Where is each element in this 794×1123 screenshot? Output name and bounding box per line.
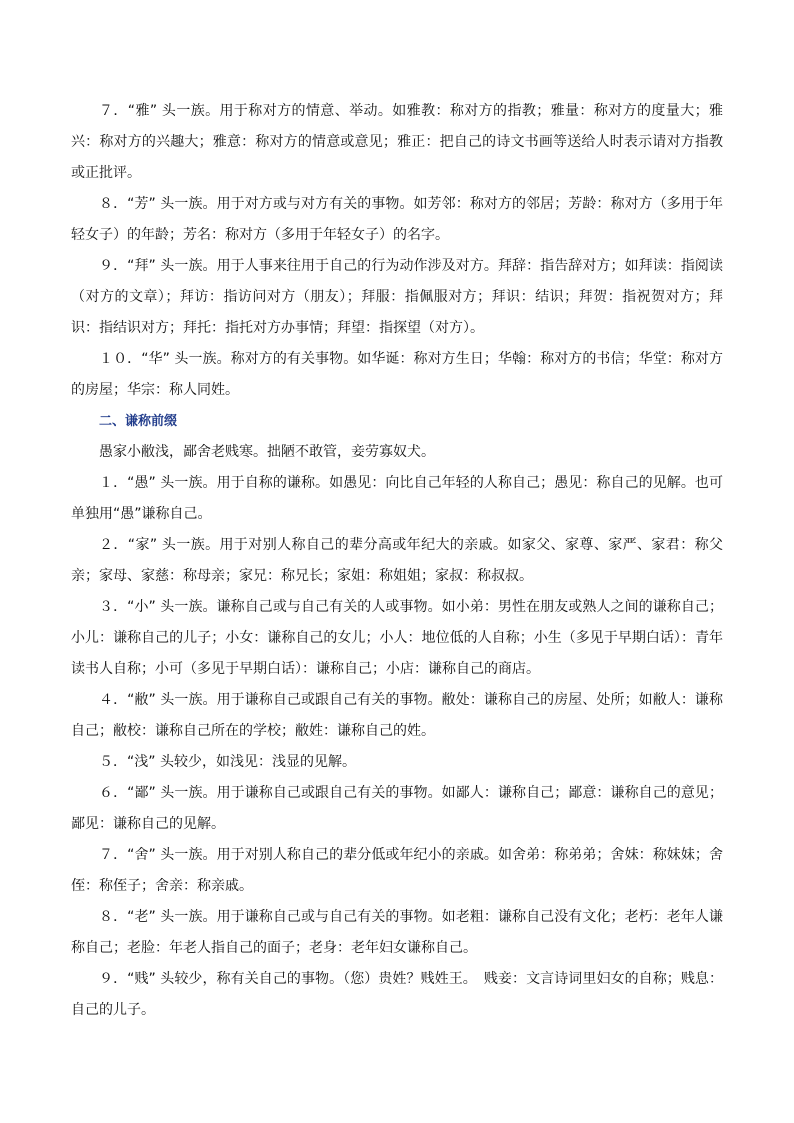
paragraph-qian: ５．“浅” 头较少，如浅见：浅显的见解。 — [99, 754, 356, 770]
paragraph-lao: ８．“老” 头一族。用于谦称自己或与自己有关的事物。如老粗：谦称自己没有文化；老朽：老年人谦称自己；老脸：年老人指自己的面子；老身：老年妇女谦称自己。 — [71, 909, 723, 956]
paragraph-jia: ２．“家” 头一族。用于对别人称自己的辈分高或年纪大的亲戚。如家父、家尊、家严、家君：称父亲；家母、家慈：称母亲；家兄：称兄长；家姐：称姐姐；家叔：称叔叔。 — [71, 537, 723, 584]
paragraph-xiao: ３．“小” 头一族。谦称自己或与自己有关的人或事物。如小弟：男性在朋友或熟人之间的谦称自己；小儿：谦称自己的儿子；小女：谦称自己的女儿；小人：地位低的人自称；小生（多见于早期白话）：青年读书人自称；小可（多见于早期白话）：谦称自己；小店：谦称自己的商店。 — [71, 599, 723, 677]
document-body — [71, 96, 723, 1026]
section-heading: 二、谦称前缀 — [99, 414, 178, 429]
paragraph-hua: １０．“华” 头一族。称对方的有关事物。如华诞：称对方生日；华翰：称对方的书信；华堂：称对方的房屋；华宗：称人同姓。 — [71, 351, 723, 398]
paragraph-fang: ８．“芳” 头一族。用于对方或与对方有关的事物。如芳邻：称对方的邻居；芳龄：称对方（多用于年轻女子）的年龄；芳名：称对方（多用于年轻女子）的名字。 — [71, 196, 723, 243]
paragraph-yu: １．“愚” 头一族。用于自称的谦称。如愚见：向比自己年轻的人称自己；愚见：称自己的见解。也可单独用“愚”谦称自己。 — [71, 475, 723, 522]
paragraph-jian: ９．“贱” 头较少，称有关自己的事物。（您）贵姓？贱姓王。 贱妾：文言诗词里妇女的自称；贱息：自己的儿子。 — [71, 971, 723, 1018]
paragraph-bi-lowly: ６．“鄙” 头一族。用于谦称自己或跟自己有关的事物。如鄙人：谦称自己；鄙意：谦称自己的意见；鄙见：谦称自己的见解。 — [71, 785, 723, 832]
paragraph-bi-humble: ４．“敝” 头一族。用于谦称自己或跟自己有关的事物。敝处：谦称自己的房屋、处所；如敝人：谦称自己；敝校：谦称自己所在的学校；敝姓：谦称自己的姓。 — [71, 692, 723, 739]
paragraph-bai: ９．“拜” 头一族。用于人事来往用于自己的行为动作涉及对方。拜辞：指告辞对方；如拜读：指阅读（对方的文章）；拜访：指访问对方（朋友）；拜服：指佩服对方；拜识：结识；拜贺：指祝贺对方；拜识：指结识对方；拜托：指托对方办事情；拜望：指探望（对方）。 — [71, 258, 723, 336]
paragraph-mnemonic: 愚家小敝浅，鄙舍老贱寒。拙陋不敢管，妾劳寡奴犬。 — [99, 444, 435, 460]
paragraph-she: ７．“舍” 头一族。用于对别人称自己的辈分低或年纪小的亲戚。如舍弟：称弟弟；舍妹：称妹妹；舍侄：称侄子；舍亲：称亲戚。 — [71, 847, 723, 894]
paragraph-ya: ７．“雅” 头一族。用于称对方的情意、举动。如雅教：称对方的指教；雅量：称对方的度量大；雅兴：称对方的兴趣大；雅意：称对方的情意或意见；雅正：把自己的诗文书画等送给人时表示请对方指教或正批评。 — [71, 103, 723, 181]
